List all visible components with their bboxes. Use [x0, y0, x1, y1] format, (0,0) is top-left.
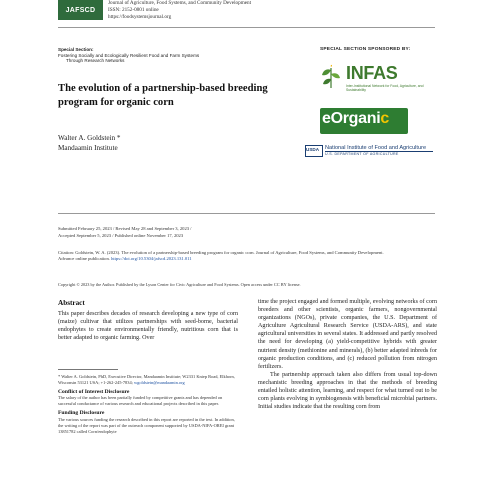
sponsored-by-label: SPECIAL SECTION SPONSORED BY:: [320, 47, 411, 52]
infas-logo-text: INFAS: [346, 63, 398, 83]
journal-issn: ISSN: 2152-0801 online: [108, 7, 159, 13]
usda-divider: [325, 151, 433, 152]
journal-name: Journal of Agriculture, Food Systems, and Community Development: [108, 0, 252, 6]
header-divider: [58, 27, 435, 28]
article-title: The evolution of a partnership-based breeding program for organic corn: [58, 83, 268, 108]
submission-dates: Submitted February 25, 2023 / Revised May 28 and September 3, 2023 / Accepted September 5, 2023 / Published online November 17, 2023: [58, 226, 192, 238]
title-divider: [58, 213, 435, 214]
abstract-paragraph-1: time the project engaged and formed multiple, evolving networks of corn breeders and other scientists, organic farmers, nongovernmental organizations (NGOs), private companies, the U.S. Department of Agriculture Agricultural Research Service (USDA-ARS), and state agricultural universities in several states. It addressed and partly resolved the need for developing (a) yield-competitive hybrids with greater nutrient density (methionine and minerals), (b) better adapted inbreds for organic production conditions, and (c) reduced pollution from nitrogen fertilizers.: [258, 299, 437, 370]
abstract-text-col1: This paper describes decades of research developing a new type of corn (maize) cultivar that utilizes partnerships with seed-borne, bacterial endophytes to create environmentally friendly, nutritious corn that is better adapted to organic farming. Over: [58, 311, 238, 342]
author-affiliation: Mandaamin Institute: [58, 144, 118, 152]
author-email-link[interactable]: wgoldstein@mandaamin.org: [133, 380, 185, 386]
author-footnote: * Walter A. Goldstein, PhD, Executive Director, Mandaamin Institute; W2331 Kniep Road, Elkhorn, Wisconsin 53121 USA; +1-262-245-7834; wgoldstein@mandaamin.org: [58, 374, 235, 386]
doi-link[interactable]: https://doi.org/10.5304/jafscd.2023.131.011: [111, 256, 192, 262]
conflict-heading: Conflict of Interest Disclosure: [58, 389, 130, 396]
author-name: Walter A. Goldstein *: [58, 134, 121, 142]
conflict-text: The salary of the author has been partially funded by competitive grants and has depended on successful conductance of various research and educational projects described in this paper.: [58, 395, 223, 407]
journal-header: [108, 0, 251, 21]
copyright-notice: Copyright © 2023 by the Author. Published by the Lyson Center for Civic Agriculture and Food Systems. Open access under CC BY license.: [58, 282, 301, 287]
abstract-paragraph-2: The partnership approach taken also differs from usual top-down mechanistic breeding approaches in that the methods of breeding entailed holistic attention, learning, and respect for what turned out to be corn plants evolving in symbiogenesis with beneficial microbial partners. Initial studies indicate that the resulting corn from: [258, 371, 437, 411]
footnotes: [58, 374, 238, 435]
jafscd-logo: JAFSCD: [58, 0, 103, 20]
citation: Citation: Goldstein, W. A. (2023). The evolution of a partnership-based breeding program for organic corn. Journal of Agriculture, Food Systems, and Community Development. Advance online publication. https://doi.org/10.5304/jafscd.2023.131.011: [58, 250, 384, 262]
special-section-label: Special Section: Fostering Socially and Ecologically Resilient Food and Farm Systems Through Research Networks: [58, 47, 200, 64]
funding-heading: Funding Disclosure: [58, 410, 105, 417]
footnote-rule: [58, 369, 118, 370]
eorganic-logo: eOrganic: [322, 110, 389, 127]
usda-abbr: USDA: [306, 147, 320, 152]
funding-text: The various sources funding the research described in this report are reported in the text. In addition, the writing of the report was part of the outreach component supported by USDA-NIFA-OREI grant 13851782 called Corn/endophyte: [58, 416, 235, 434]
infas-leaf-icon: [320, 64, 342, 90]
author-block: [58, 133, 121, 153]
infas-subtitle: Inter-Institutional Network for Food, Agriculture, and Sustainability: [346, 84, 424, 93]
journal-url[interactable]: https://foodsystemsjournal.org: [108, 14, 172, 20]
abstract-text-col2: [258, 298, 437, 411]
usda-nifa-text: National Institute of Food and Agriculture U.S. DEPARTMENT OF AGRICULTURE: [325, 145, 427, 157]
abstract-heading: Abstract: [58, 299, 85, 307]
